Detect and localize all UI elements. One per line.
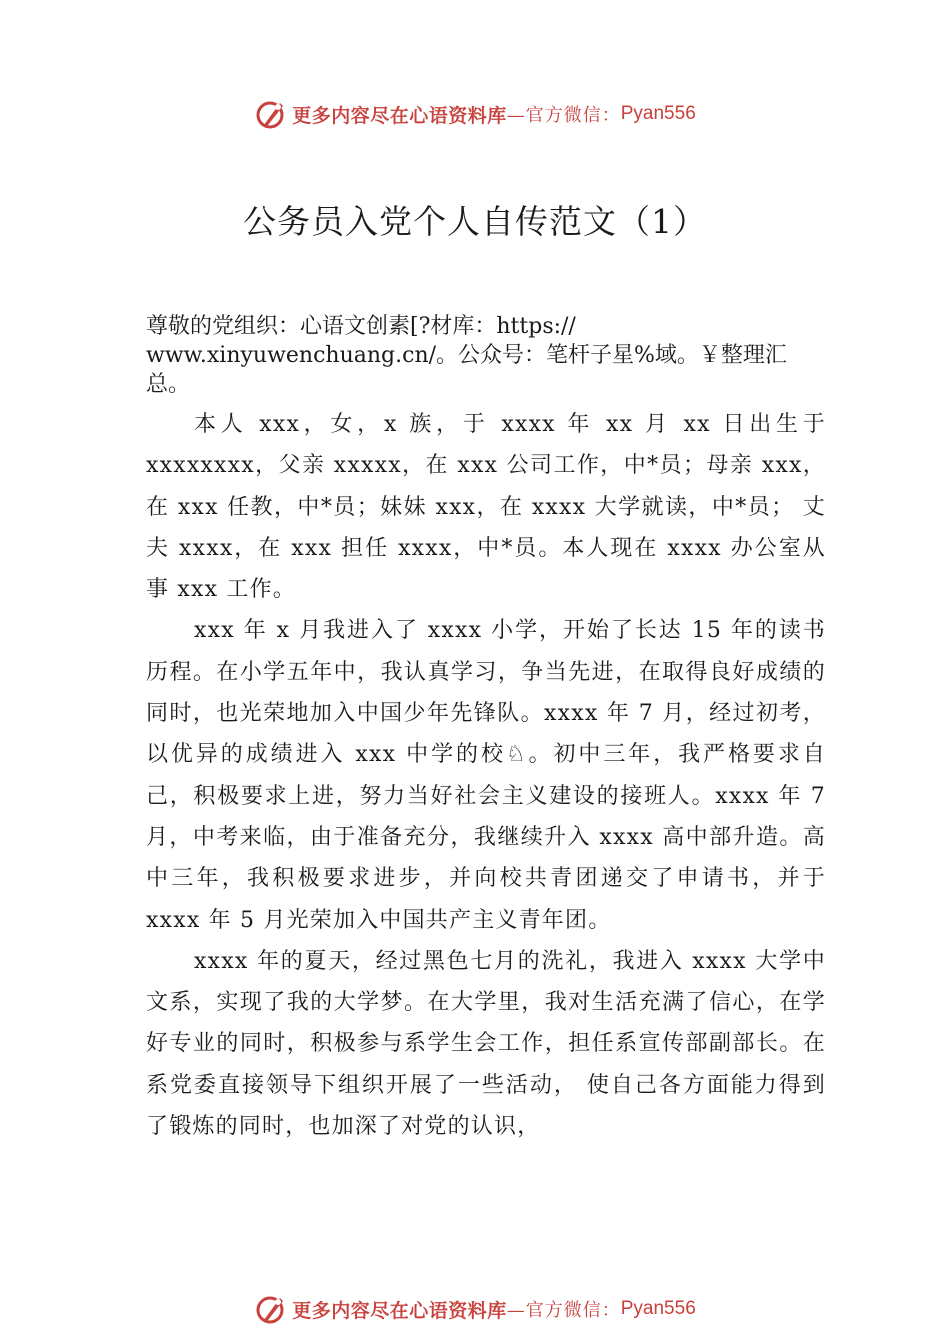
header-banner (0, 94, 950, 134)
document-title: 公务员入党个人自传范文（1） (243, 202, 707, 241)
footer-wechat-label: —官方微信： (506, 1300, 621, 1321)
footer-banner (0, 1289, 950, 1329)
header-wechat-id: Pyan556 (620, 103, 696, 124)
footer-wechat-id: Pyan556 (620, 1298, 696, 1319)
header-wechat-label: —官方微信： (506, 105, 621, 126)
quill-circle-icon (254, 97, 288, 131)
paragraph-3: xxxx 年的夏天，经过黑色七月的洗礼，我进入 xxxx 大学中文系，实现了我的大学梦。在大学里，我对生活充满了信心，在学好专业的同时，积极参与系学生会工作，担任系宣传部副部长。在系党委直接领导下组织开展了一些活动， 使自己各方面能力得到了锻炼的同时，也加深了对党的认识， (146, 948, 826, 1140)
header-brand-text: 更多内容尽在心语资料库 (292, 104, 507, 127)
salutation: 尊敬的党组织：心语文创素[?材库：https:// www.xinyuwenchuang.cn/。公众号：笔杆子星%域。￥整理汇总。 (146, 314, 787, 397)
paragraph-2: xxx 年 x 月我进入了 xxxx 小学，开始了长达 15 年的读书历程。在小学五年中，我认真学习，争当先进，在取得良好成绩的同时，也光荣地加入中国少年先锋队。xxxx 年 7 月，经过初考，以优异的成绩进入 xxx 中学的校♘。初中三年，我严格要求自己，积极要求上进，努力当好社会主义建设的接班人。xxxx 年 7 月，中考来临，由于准备充分，我继续升入 xxxx 高中部升造。高中三年，我积极要求进步，并向校共青团递交了申请书，并于 xxxx 年 5 月光荣加入中国共产主义青年团。 (146, 618, 826, 933)
footer-brand-text: 更多内容尽在心语资料库 (292, 1299, 507, 1322)
quill-circle-icon (254, 1292, 288, 1326)
document-body (146, 404, 826, 1147)
paragraph-1: 本人 xxx，女，x 族，于 xxxx 年 xx 月 xx 日出生于 xxxxxxxx，父亲 xxxxx，在 xxx 公司工作，中*员；母亲 xxx，在 xxx 任教，中*员；妹妹 xxx，在 xxxx 大学就读，中*员； 丈夫 xxxx，在 xxx 担任 xxxx，中*员。本人现在 xxxx 办公室从事 xxx 工作。 (146, 412, 826, 603)
